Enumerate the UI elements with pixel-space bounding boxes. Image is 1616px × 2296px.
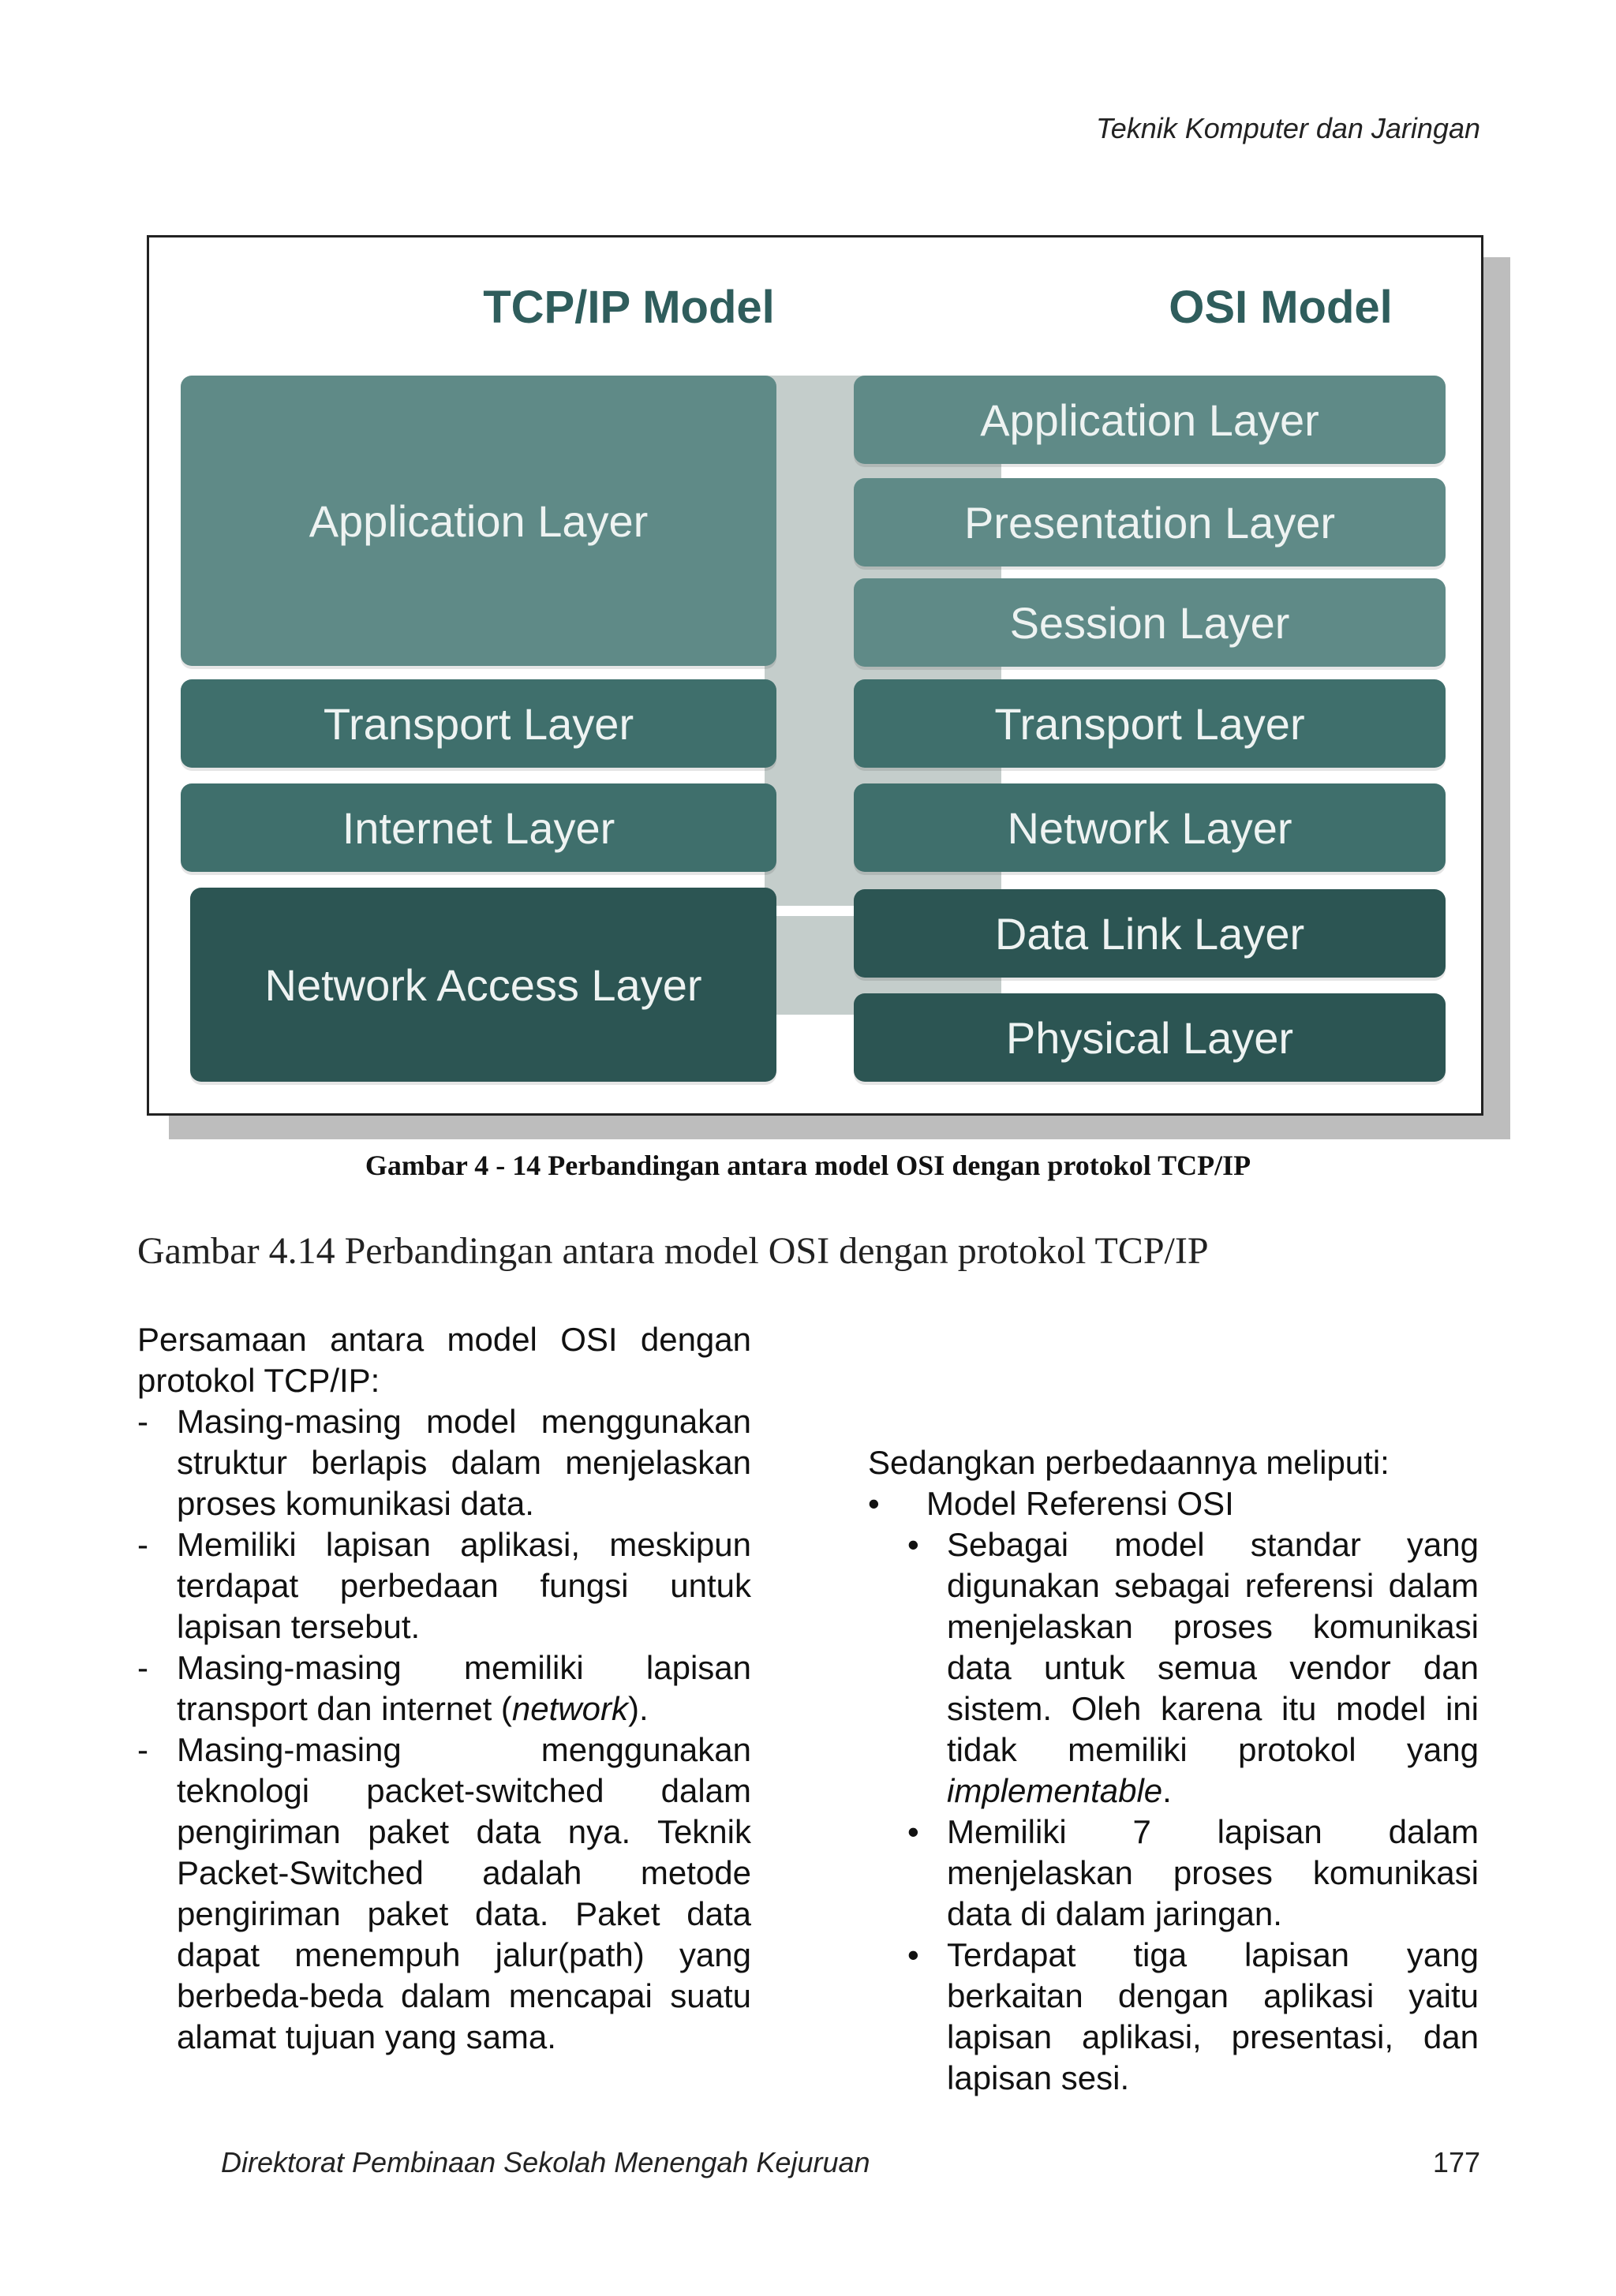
similarities-intro: Persamaan antara model OSI dengan protokol TCP/IP: — [137, 1321, 751, 1399]
dash-marker: - — [137, 1526, 148, 1563]
osi-data-link-layer: Data Link Layer — [854, 889, 1446, 978]
osi-tcpip-figure — [147, 235, 1483, 1116]
dash-marker: - — [137, 1649, 148, 1686]
osi-physical-layer: Physical Layer — [854, 993, 1446, 1082]
bullet-marker: • — [907, 1813, 919, 1850]
list-item: • Memiliki 7 lapisan dalam menjelaskan proses komunikasi data di dalam jaringan. — [907, 1813, 1479, 1932]
figure-caption-heading: Gambar 4.14 Perbandingan antara model OSI dengan protokol TCP/IP — [137, 1230, 1209, 1272]
figure-caption: Gambar 4 - 14 Perbandingan antara model OSI dengan protokol TCP/IP — [365, 1150, 1251, 1181]
tcpip-application-layer: Application Layer — [181, 376, 776, 666]
page-number: 177 — [1432, 2146, 1480, 2178]
list-item: • Sebagai model standar yang digunakan sebagai referensi dalam menjelaskan proses komunikasi data untuk semua vendor dan sistem. Oleh karena itu model ini tidak memiliki protokol yang implementable. — [907, 1526, 1479, 1809]
tcpip-network-access-layer: Network Access Layer — [190, 888, 776, 1082]
list-item: - Memiliki lapisan aplikasi, meskipun terdapat perbedaan fungsi untuk lapisan tersebut. — [137, 1526, 751, 1645]
bullet-marker: • — [907, 1936, 919, 1973]
list-item: - Masing-masing memiliki lapisan transport dan internet (network). — [137, 1649, 751, 1727]
left-column — [137, 1319, 751, 2058]
list-item: - Masing-masing menggunakan teknologi packet-switched dalam pengiriman paket data nya. Teknik Packet-Switched adalah metode pengiriman paket data. Paket data dapat menempuh jalur(path) yang berbeda-beda dalam mencapai suatu alamat tujuan yang sama. — [137, 1731, 751, 2055]
osi-application-layer: Application Layer — [854, 376, 1446, 464]
list-item: • Model Referensi OSI — [868, 1483, 1479, 1524]
footer-publisher: Direktorat Pembinaan Sekolah Menengah Kejuruan — [221, 2146, 870, 2178]
list-item: - Masing-masing model menggunakan struktur berlapis dalam menjelaskan proses komunikasi data. — [137, 1403, 751, 1522]
tcpip-model-title: TCP/IP Model — [483, 282, 775, 333]
bullet-marker: • — [907, 1526, 919, 1563]
osi-session-layer: Session Layer — [854, 578, 1446, 667]
right-column — [868, 1442, 1479, 2099]
dash-marker: - — [137, 1403, 148, 1440]
tcpip-internet-layer: Internet Layer — [181, 783, 776, 872]
osi-presentation-layer: Presentation Layer — [854, 478, 1446, 567]
tcpip-transport-layer: Transport Layer — [181, 679, 776, 768]
osi-network-layer: Network Layer — [854, 783, 1446, 872]
osi-transport-layer: Transport Layer — [854, 679, 1446, 768]
running-header: Teknik Komputer dan Jaringan — [1096, 112, 1480, 144]
bullet-marker: • — [868, 1485, 880, 1522]
differences-list — [868, 1483, 1479, 2099]
osi-model-title: OSI Model — [1169, 282, 1393, 333]
dash-marker: - — [137, 1731, 148, 1768]
list-item: • Terdapat tiga lapisan yang berkaitan dengan aplikasi yaitu lapisan aplikasi, presentasi, dan lapisan sesi. — [907, 1936, 1479, 2096]
differences-intro: Sedangkan perbedaannya meliputi: — [868, 1444, 1390, 1481]
similarities-list — [137, 1401, 751, 2058]
